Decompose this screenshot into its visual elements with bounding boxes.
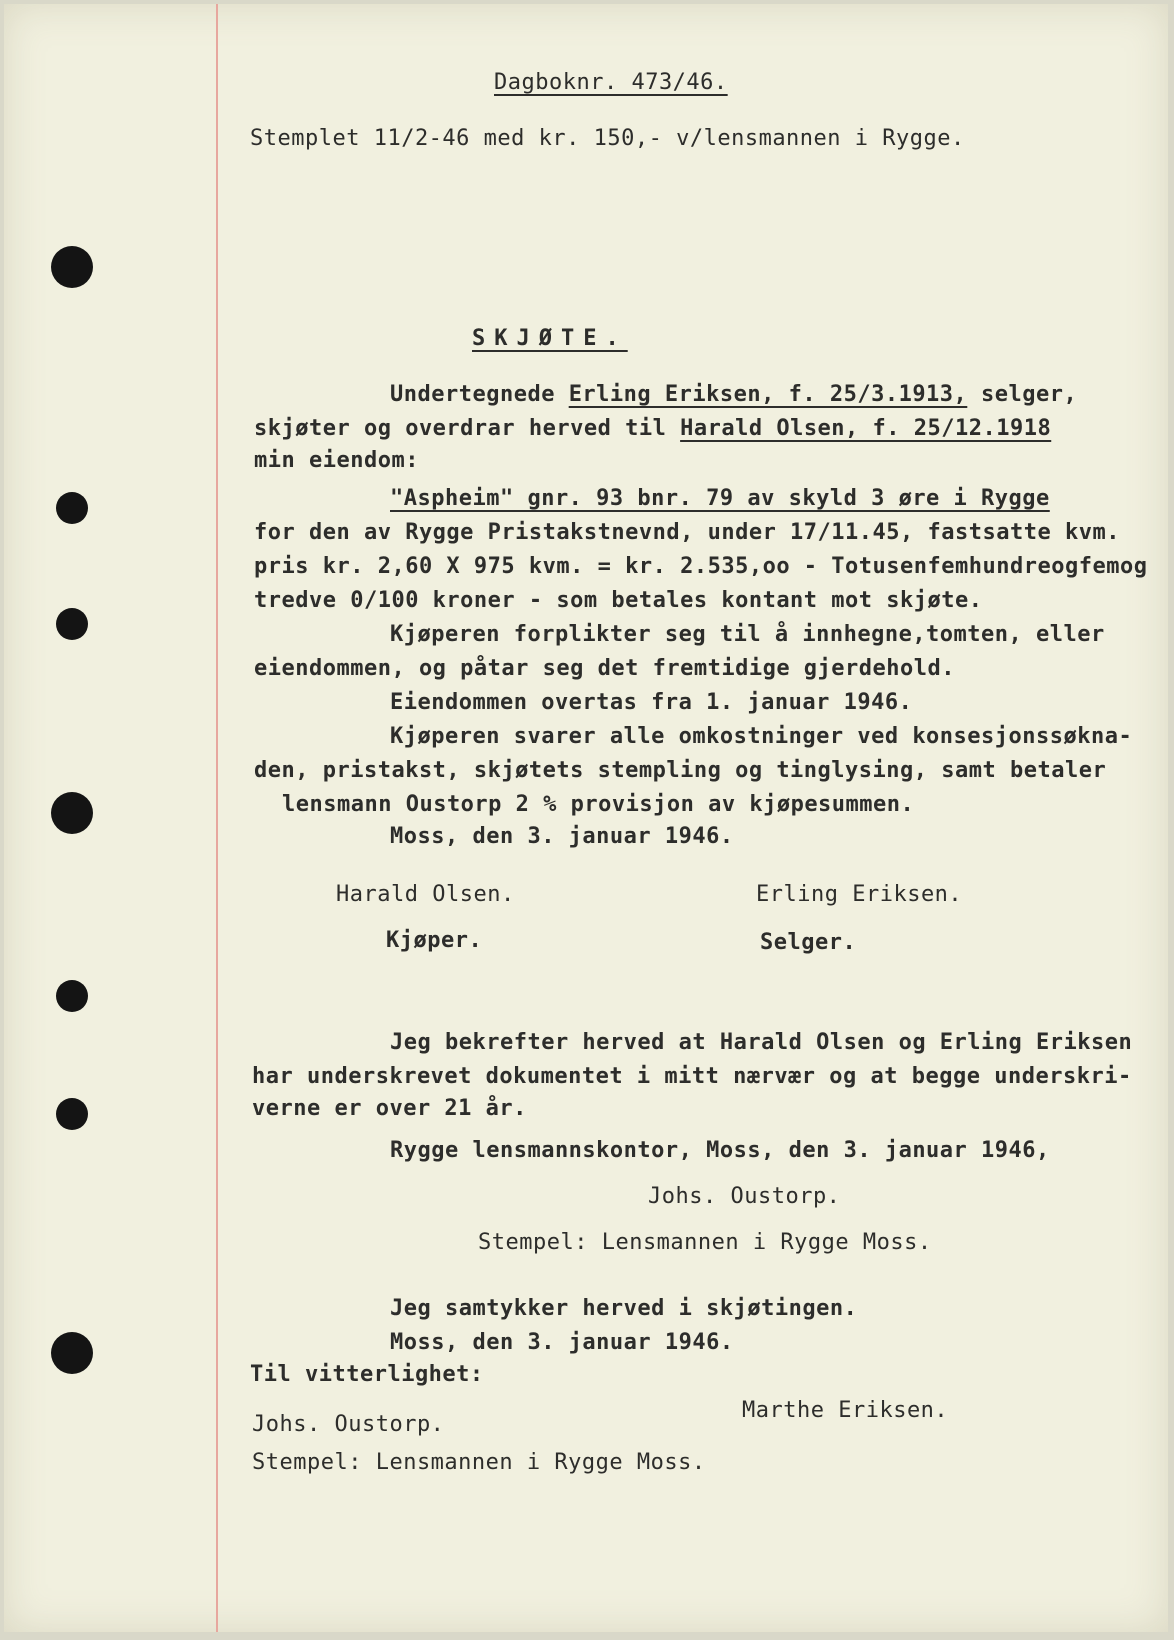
witness-stamp: Stempel: Lensmannen i Rygge Moss. <box>252 1450 706 1475</box>
deed-line: skjøter og overdrar herved til Harald Olsen, f. 25/12.1918 <box>254 416 1052 441</box>
buyer-role: Kjøper. <box>386 928 483 953</box>
deed-line: for den av Rygge Pristakstnevnd, under 17/11.45, fastsatte kvm. <box>254 520 1120 545</box>
consent-date: Moss, den 3. januar 1946. <box>390 1330 734 1355</box>
deed-line: Eiendommen overtas fra 1. januar 1946. <box>390 690 913 715</box>
punch-hole <box>51 246 93 288</box>
property-description: "Aspheim" gnr. 93 bnr. 79 av skyld 3 øre i Rygge <box>390 486 1050 511</box>
journal-number: Dagboknr. 473/46. <box>494 70 728 95</box>
confirmation-line: har underskrevet dokumentet i mitt nærvær og at begge underskri- <box>252 1064 1132 1089</box>
confirmation-signer: Johs. Oustorp. <box>648 1184 841 1209</box>
punch-hole <box>56 492 88 524</box>
seller-details: Erling Eriksen, f. 25/3.1913, <box>568 382 968 407</box>
deed-line: Undertegnede Erling Eriksen, f. 25/3.1913, selger, <box>390 382 1078 407</box>
seller-name: Erling Eriksen. <box>756 882 963 907</box>
confirmation-place-date: Rygge lensmannskontor, Moss, den 3. januar 1946, <box>390 1138 1050 1163</box>
document-page <box>4 4 1168 1632</box>
punch-hole <box>56 608 88 640</box>
confirmation-stamp: Stempel: Lensmannen i Rygge Moss. <box>478 1230 932 1255</box>
confirmation-line: verne er over 21 år. <box>252 1096 527 1121</box>
witness-label: Til vitterlighet: <box>250 1362 484 1387</box>
buyer-name: Harald Olsen. <box>336 882 515 907</box>
buyer-details: Harald Olsen, f. 25/12.1918 <box>680 416 1052 441</box>
confirmation-line: Jeg bekrefter herved at Harald Olsen og Erling Eriksen <box>390 1030 1133 1055</box>
document-title: SKJØTE. <box>472 326 628 351</box>
deed-line: Kjøperen forplikter seg til å innhegne,tomten, eller <box>390 622 1105 647</box>
deed-line: tredve 0/100 kroner - som betales kontant mot skjøte. <box>254 588 983 613</box>
punch-hole <box>51 1332 93 1374</box>
deed-line: den, pristakst, skjøtets stempling og tinglysing, samt betaler <box>254 758 1107 783</box>
seller-role: Selger. <box>760 930 857 955</box>
deed-line: pris kr. 2,60 X 975 kvm. = kr. 2.535,oo - Totusenfemhundreogfemog <box>254 554 1148 579</box>
deed-line: lensmann Oustorp 2 % provisjon av kjøpesummen. <box>282 792 915 817</box>
punch-hole <box>56 1098 88 1130</box>
witness-name: Johs. Oustorp. <box>252 1412 445 1437</box>
deed-line: Kjøperen svarer alle omkostninger ved konsesjonssøkna- <box>390 724 1133 749</box>
deed-line: min eiendom: <box>254 448 419 473</box>
consent-line: Jeg samtykker herved i skjøtingen. <box>390 1296 858 1321</box>
deed-line: eiendommen, og påtar seg det fremtidige gjerdehold. <box>254 656 956 681</box>
stamp-note: Stemplet 11/2-46 med kr. 150,- v/lensmannen i Rygge. <box>250 126 965 151</box>
consent-signer: Marthe Eriksen. <box>742 1398 949 1423</box>
punch-hole <box>51 792 93 834</box>
place-date: Moss, den 3. januar 1946. <box>390 824 734 849</box>
margin-rule <box>216 4 218 1632</box>
punch-hole <box>56 980 88 1012</box>
